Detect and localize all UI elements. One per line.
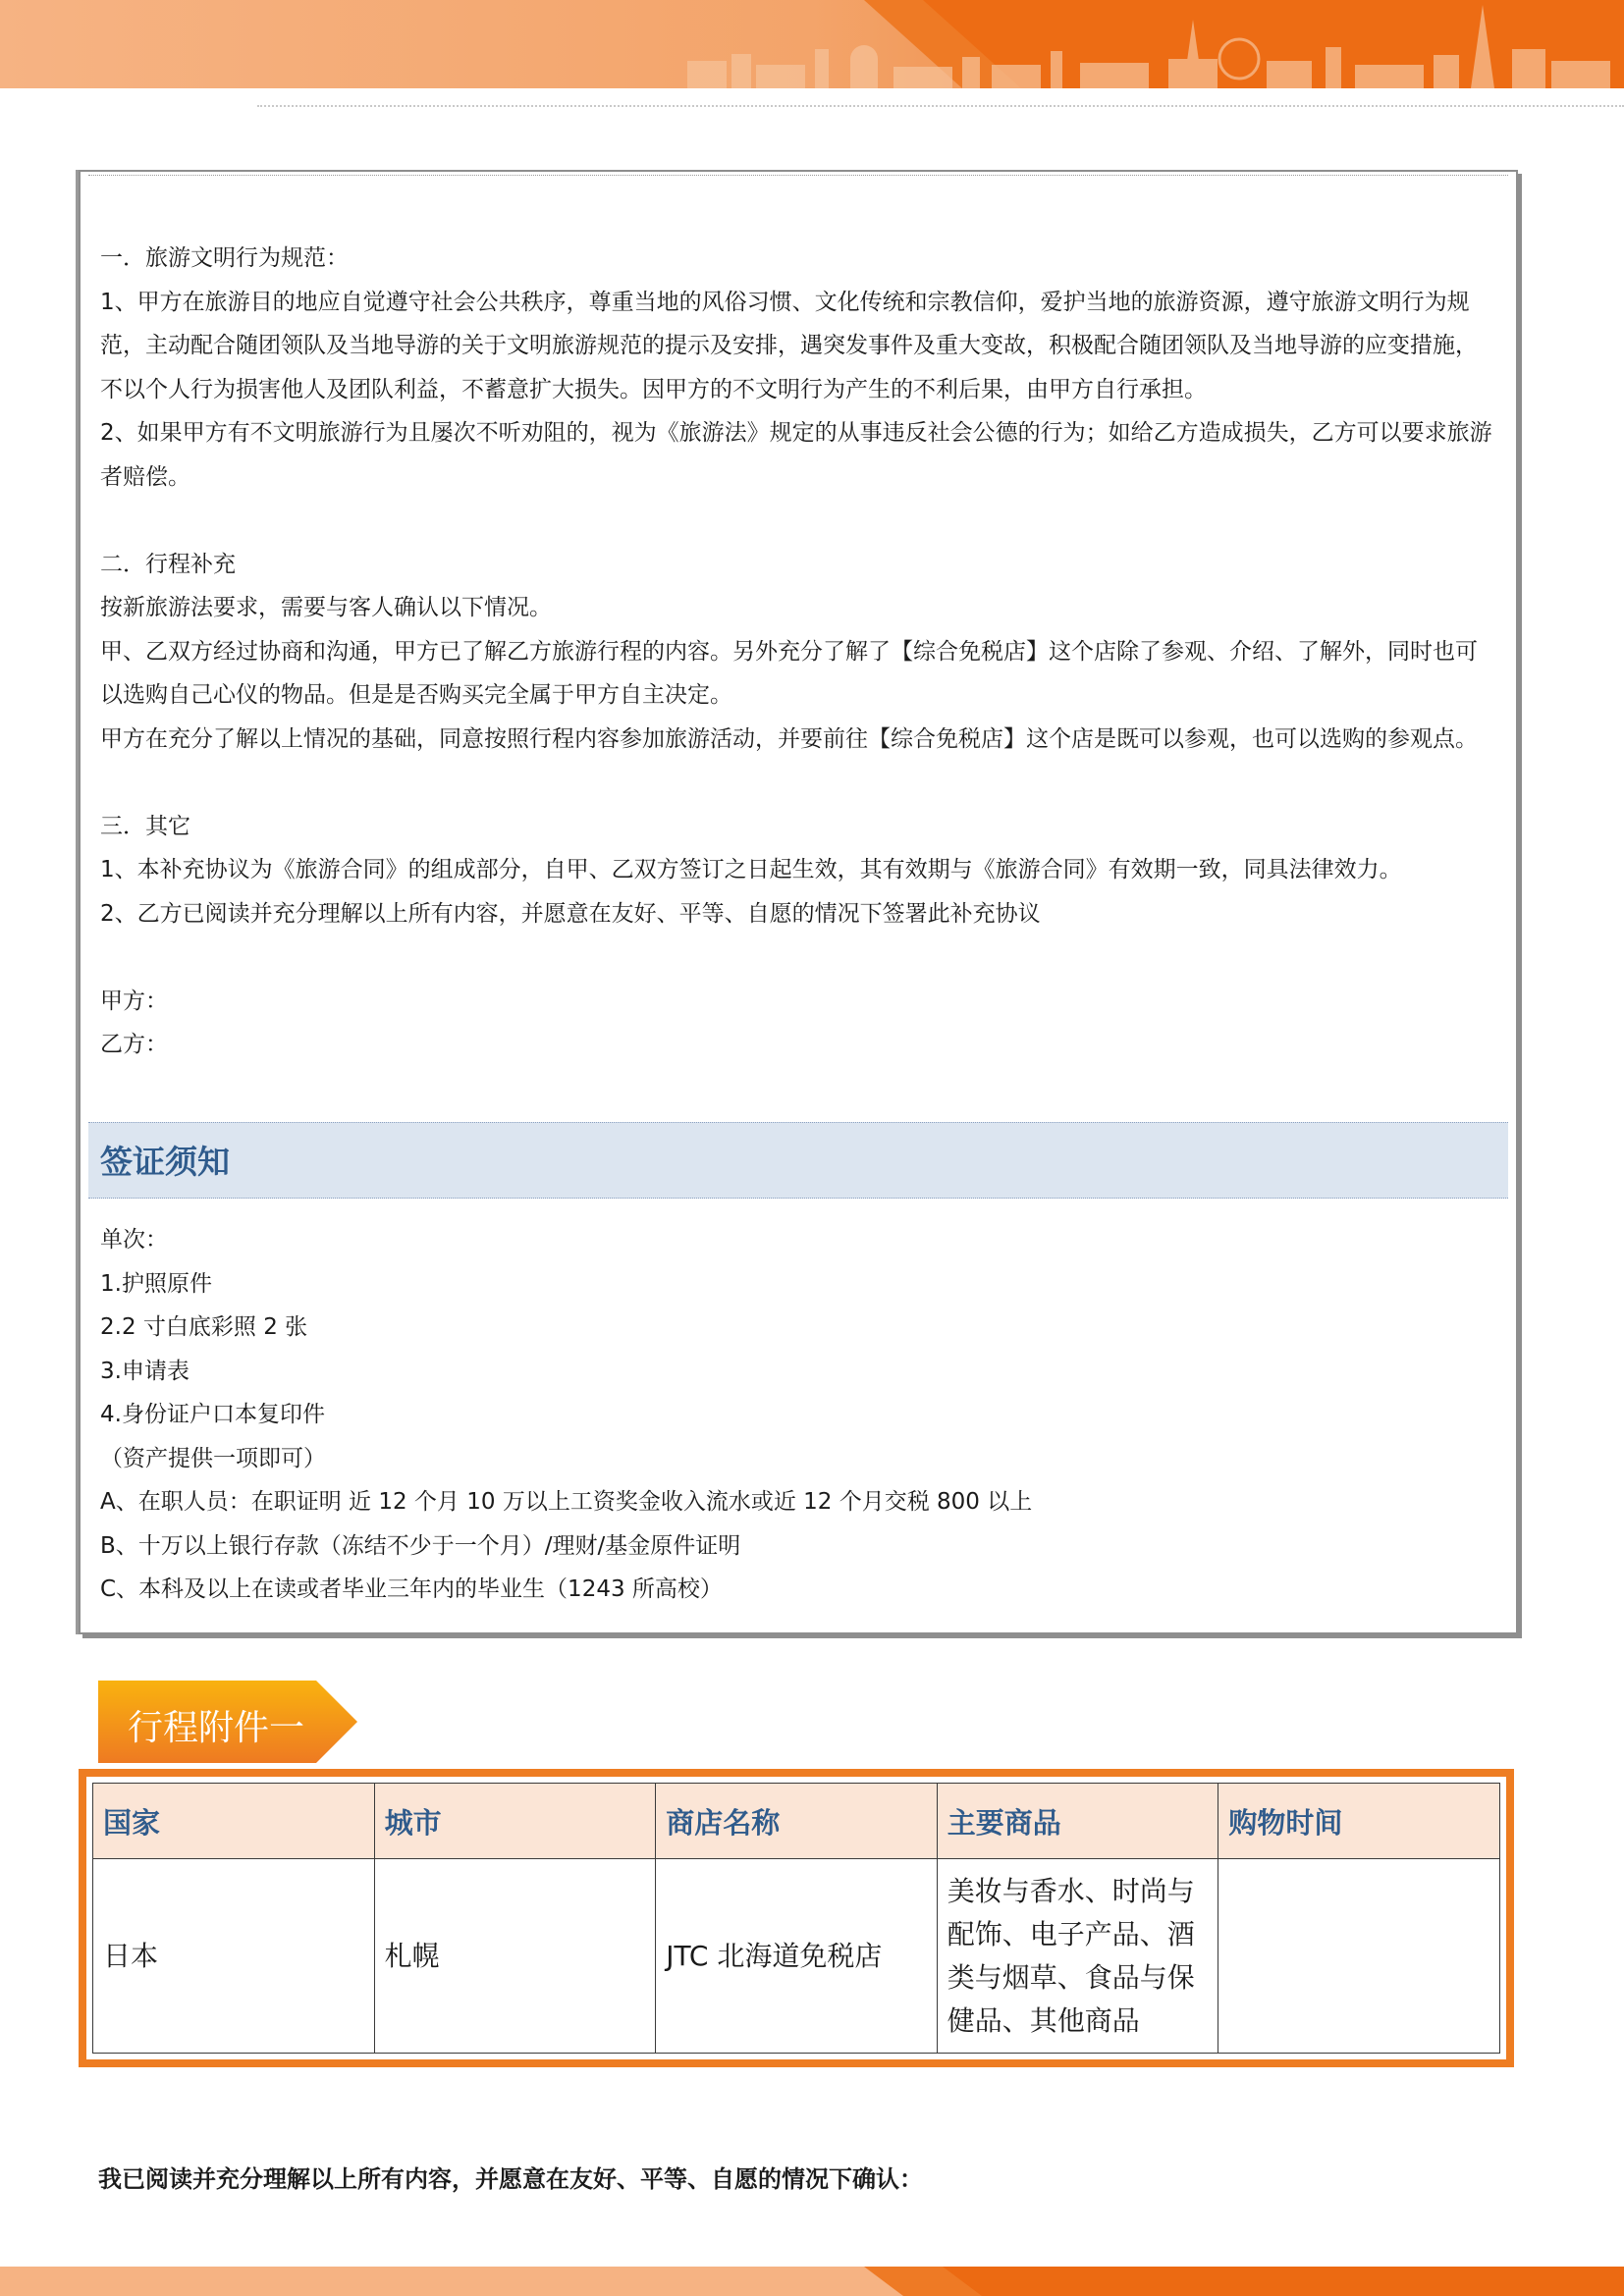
contract-content-box (79, 170, 1518, 1634)
visa-notice-title: 签证须知 (100, 1143, 230, 1181)
column-header-city: 城市 (374, 1784, 656, 1859)
attachment-title: 行程附件一 (128, 1708, 305, 1748)
visa-line: B、十万以上银行存款（冻结不少于一个月）/理财/基金原件证明 (100, 1532, 741, 1559)
visa-line: 4.身份证户口本复印件 (100, 1402, 325, 1427)
column-header-goods: 主要商品 (937, 1784, 1218, 1859)
section2-paragraph-3: 甲方在充分了解以上情况的基础，同意按照行程内容参加旅游活动，并要前往【综合免税店】这个店是既可以参观，也可以选购的参观点。 (100, 725, 1478, 752)
inner-border-line (88, 175, 1508, 176)
column-header-time: 购物时间 (1218, 1784, 1500, 1859)
shopping-table-frame (79, 1769, 1514, 2067)
table-row (93, 1859, 1500, 2054)
visa-line: 1.护照原件 (100, 1270, 212, 1297)
section2-paragraph-2: 甲、乙双方经过协商和沟通，甲方已了解乙方旅游行程的内容。另外充分了解了【综合免税店】这个店除了参观、介绍、了解外，同时也可以选购自己心仪的物品。但是是否购买完全属于甲方自主决定。 (100, 638, 1478, 708)
supplementary-agreement (100, 237, 1498, 1067)
cell-goods: 美妆与香水、时尚与配饰、电子产品、酒类与烟草、食品与保健品、其他商品 (937, 1859, 1218, 2054)
visa-line: 单次： (100, 1227, 168, 1253)
section1-heading: 一．旅游文明行为规范： (100, 245, 349, 271)
party-b-signature: 乙方： (100, 1032, 168, 1057)
footer-banner (0, 2267, 1624, 2296)
section1-paragraph-1: 1、甲方在旅游目的地应自觉遵守社会公共秩序，尊重当地的风俗习惯、文化传统和宗教信仰，爱护当地的旅游资源，遵守旅游文明行为规范，主动配合随团领队及当地导游的关于文明旅游规范的提示及安排，遇突发事件及重大变故，积极配合随团领队及当地导游的应变措施，不以个人行为损害他人及团队利益，不蓄意扩大损失。因甲方的不文明行为产生的不利后果，由甲方自行承担。 (100, 289, 1478, 402)
section3-paragraph-1: 1、本补充协议为《旅游合同》的组成部分，自甲、乙双方签订之日起生效，其有效期与《旅游合同》有效期一致，同具法律效力。 (100, 857, 1402, 882)
visa-requirements (100, 1218, 1498, 1612)
section1-paragraph-2: 2、如果甲方有不文明旅游行为且屡次不听劝阻的，视为《旅游法》规定的从事违反社会公德的行为；如给乙方造成损失，乙方可以要求旅游者赔偿。 (100, 420, 1492, 490)
visa-line: 3.申请表 (100, 1358, 189, 1384)
visa-notice-header (88, 1122, 1508, 1199)
section3-heading: 三．其它 (100, 813, 190, 839)
table-header-row (93, 1784, 1500, 1859)
visa-line: 2.2 寸白底彩照 2 张 (100, 1314, 308, 1340)
header-divider (257, 105, 1624, 107)
cell-city: 札幌 (374, 1859, 656, 2054)
cell-shopping-time (1218, 1859, 1500, 2054)
section2-heading: 二．行程补充 (100, 551, 236, 577)
party-a-signature: 甲方： (100, 988, 168, 1014)
visa-line: A、在职人员：在职证明 近 12 个月 10 万以上工资奖金收入流水或近 12 个月交税 800 以上 (100, 1489, 1033, 1515)
header-banner (0, 0, 1624, 88)
visa-line: （资产提供一项即可） (100, 1445, 326, 1471)
section3-paragraph-2: 2、乙方已阅读并充分理解以上所有内容，并愿意在友好、平等、自愿的情况下签署此补充协议 (100, 900, 1041, 927)
cell-store: JTC 北海道免税店 (656, 1859, 938, 2054)
shopping-table (92, 1783, 1500, 2054)
section2-paragraph-1: 按新旅游法要求，需要与客人确认以下情况。 (100, 595, 552, 620)
column-header-store: 商店名称 (656, 1784, 938, 1859)
cell-country: 日本 (93, 1859, 375, 2054)
column-header-country: 国家 (93, 1784, 375, 1859)
confirmation-statement: 我已阅读并充分理解以上所有内容，并愿意在友好、平等、自愿的情况下确认： (98, 2165, 923, 2193)
visa-line: C、本科及以上在读或者毕业三年内的毕业生（1243 所高校） (100, 1576, 723, 1602)
